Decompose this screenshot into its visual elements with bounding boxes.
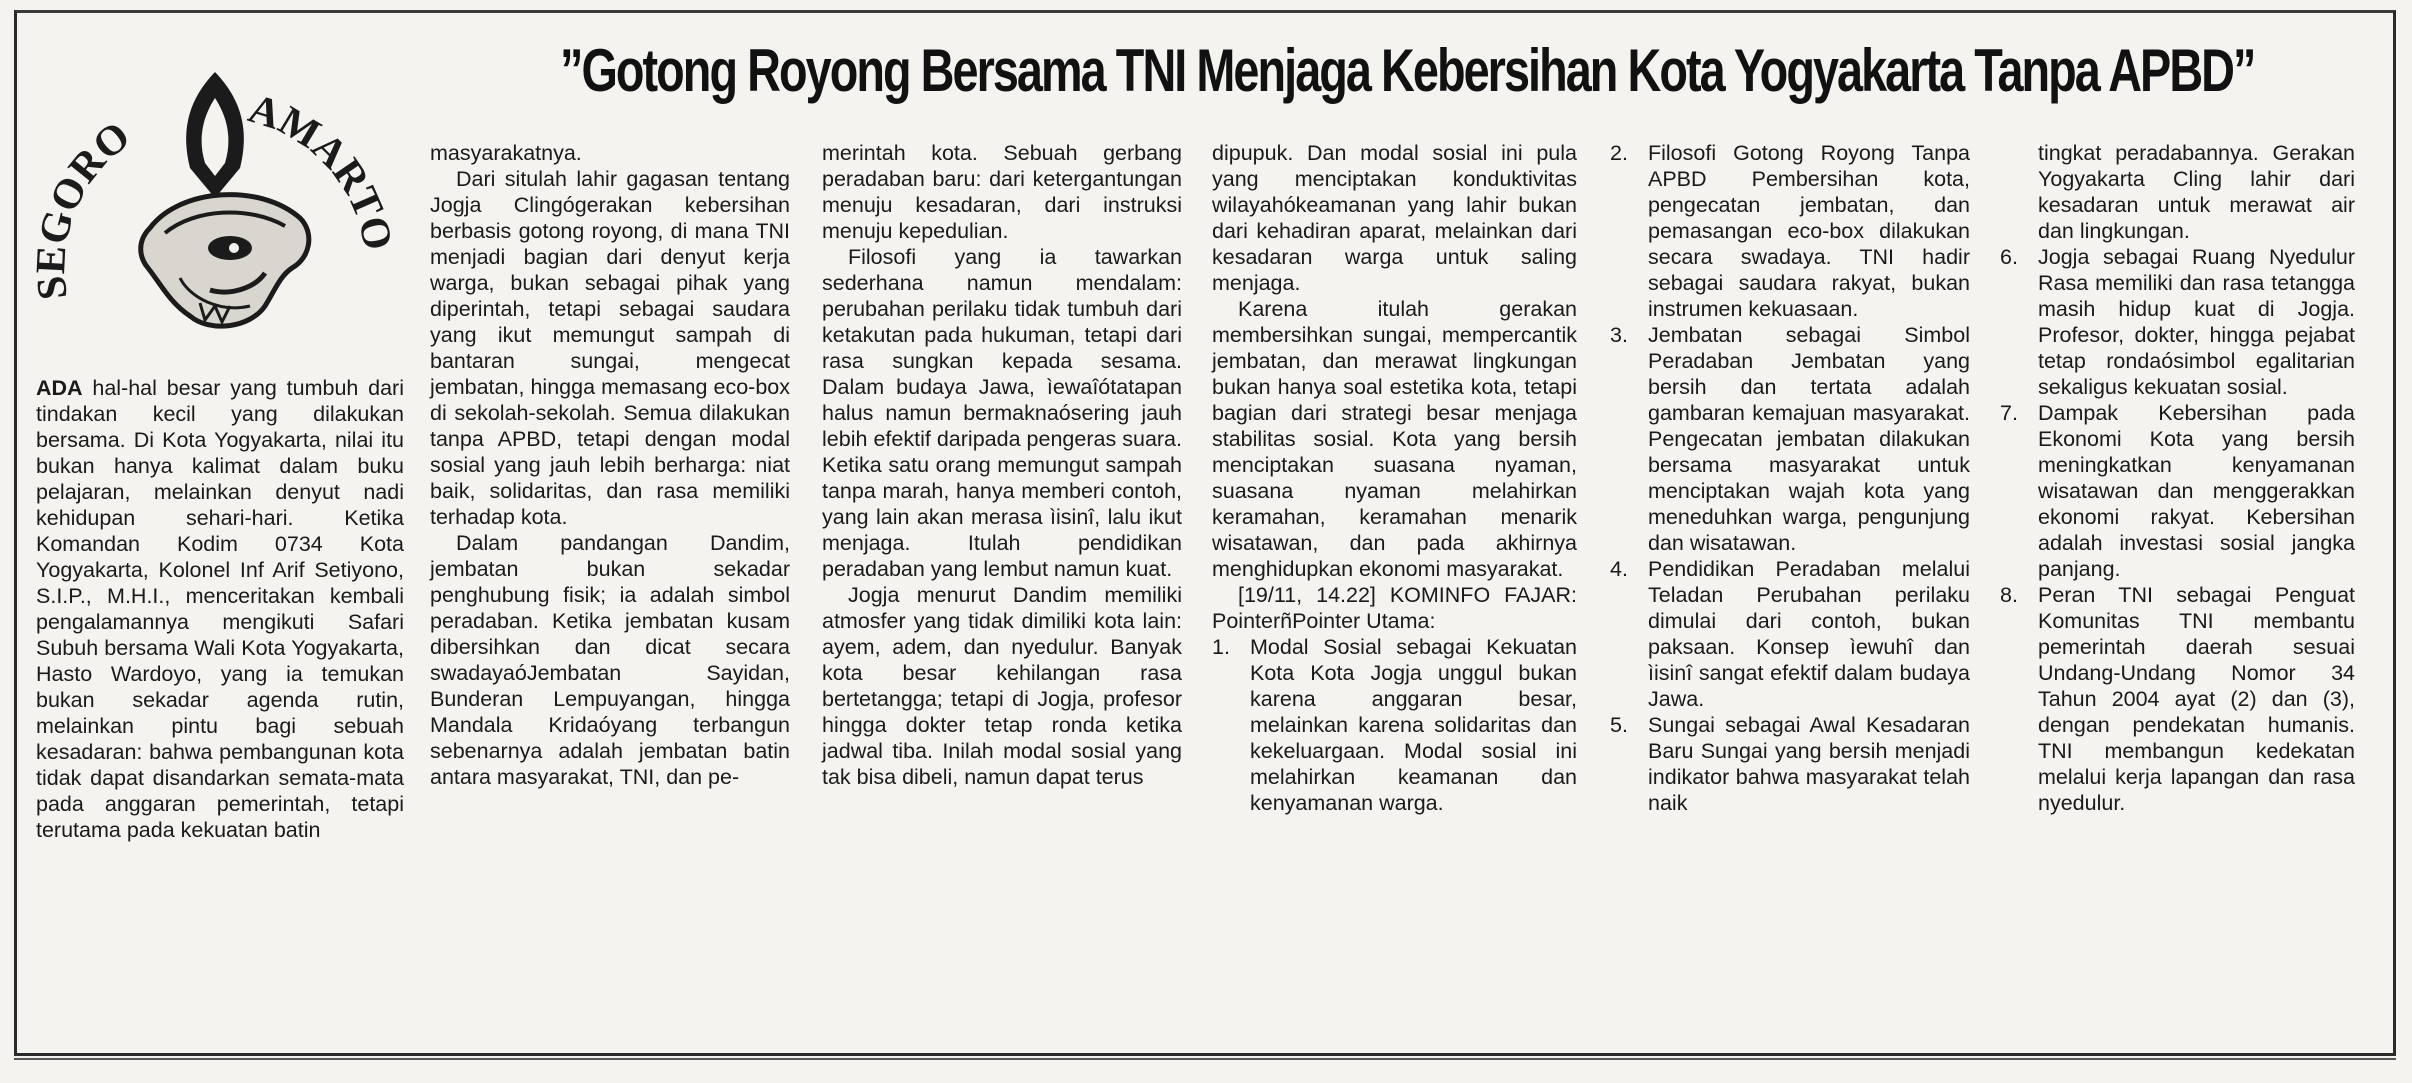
paragraph [36,375,404,843]
list-text: Modal Sosial sebagai Kekuatan Kota Kota Jogja unggul bukan karena anggaran besar, melainkan karena solidaritas dan kekeluargaan. Modal sosial ini melahirkan keamanan dan kenyamanan warga. [1250,635,1577,815]
bottom-rule [14,1058,2396,1060]
list-text: tingkat peradabannya. Gerakan Yogyakarta Cling lahir dari kesadaran untuk merawat air dan lingkungan. [2038,141,2355,243]
paragraph: dipupuk. Dan modal sosial ini pula yang menciptakan konduktivitas wilayahókeamanan yang lahir bukan dari kehadiran aparat, melainkan dari kesadaran warga untuk saling menjaga. [1212,141,1577,295]
list-item [1610,712,1970,816]
list-item [1610,140,1970,322]
article-headline: ”Gotong Royong Bersama TNI Menjaga Kebersihan Kota Yogyakarta Tanpa APBD” [560,37,2255,104]
paragraph: [19/11, 14.22] KOMINFO FAJAR: PointerñPointer Utama: [1212,583,1577,633]
paragraph: Dalam pandangan Dandim, jembatan bukan sekadar penghubung fisik; ia adalah simbol peradaban. Ketika jembatan kusam dibersihkan dan dicat secara swadayaóJembatan Sayidan, Bunderan Lempuyangan, hingga Mandala Kridaóyang terbangun sebenarnya adalah jembatan batin antara masyarakat, TNI, dan pe- [430,531,790,789]
column-2 [430,140,790,790]
list-number: 8. [2000,583,2018,607]
list-text: Filosofi Gotong Royong Tanpa APBD Pembersihan kota, pengecatan jembatan, dan pemasangan eco-box dilakukan secara swadaya. TNI hadir sebagai saudara rakyat, bukan instrumen kekuasaan. [1648,141,1970,321]
paragraph-text: hal-hal besar yang tumbuh dari tindakan kecil yang dilakukan bersama. Di Kota Yogyakarta, nilai itu bukan hanya kalimat dalam buku pelajaran, melainkan denyut nadi kehidupan sehari-hari. Ketika Komandan Kodim 0734 Kota Yogyakarta, Kolonel Inf Arif Setiyono, S.I.P., M.H.I., menceritakan kembali pengalamannya mengikuti Safari Subuh bersama Wali Kota Yogyakarta, Hasto Wardoyo, yang ia temukan bukan sekadar agenda rutin, melainkan pintu bagi sebuah kesadaran: bahwa pembangunan kota tidak dapat disandarkan semata-mata pada anggaran pemerintah, tetapi terutama pada kekuatan batin [36,376,404,842]
puppet-mask-icon [30,58,400,358]
logo-text-left: SEGORO [30,112,139,303]
list-item [2000,582,2355,816]
logo-text-right: AMARTO [243,85,400,255]
list-item [2000,400,2355,582]
list-number: 4. [1610,557,1628,581]
list-item-continued [2000,140,2355,244]
paragraph: Jogja menurut Dandim memiliki atmosfer yang tidak dimiliki kota lain: ayem, adem, dan nyedulur. Banyak kota besar kehilangan rasa bertetangga; tetapi di Jogja, profesor hingga dokter tetap ronda ketika jadwal tiba. Inilah modal sosial yang tak bisa dibeli, namun dapat terus [822,583,1182,789]
column-5 [1610,140,1970,816]
pointer-list [1610,140,1970,816]
list-number: 1. [1212,635,1230,659]
list-number: 3. [1610,323,1628,347]
list-text: Peran TNI sebagai Penguat Komunitas TNI membantu pemerintah daerah sesuai Undang-Undang Nomor 34 Tahun 2004 ayat (2) dan (3), dengan pendekatan humanis. TNI membangun kedekatan melalui kerja lapangan dan rasa nyedulur. [2038,583,2355,815]
list-item [1610,556,1970,712]
column-4 [1212,140,1577,816]
paragraph: Filosofi yang ia tawarkan sederhana namun mendalam: perubahan perilaku tidak tumbuh dari ketakutan pada hukuman, tetapi dari rasa sungkan kepada sesama. Dalam budaya Jawa, ìewaîótatapan halus namun bermaknaósering jauh lebih efektif daripada pengeras suara. Ketika satu orang memungut sampah tanpa marah, hanya memberi contoh, yang lain akan merasa ìisinî, lalu ikut menjaga. Itulah pendidikan peradaban yang lembut namun kuat. [822,245,1182,581]
list-number: 7. [2000,401,2018,425]
svg-text:SEGORO [30,113,139,302]
list-item [2000,244,2355,400]
list-item [1212,634,1577,816]
column-1 [36,375,404,843]
lead-word: ADA [36,376,83,400]
list-number: 6. [2000,245,2018,269]
list-text: Jembatan sebagai Simbol Peradaban Jembatan yang bersih dan tertata adalah gambaran kemajuan masyarakat. Pengecatan jembatan dilakukan bersama masyarakat untuk menciptakan wajah kota yang meneduhkan warga, pengunjung dan wisatawan. [1648,323,1970,555]
list-item [1610,322,1970,556]
list-number: 5. [1610,713,1628,737]
list-text: Dampak Kebersihan pada Ekonomi Kota yang bersih meningkatkan kenyamanan wisatawan dan menggerakkan ekonomi rakyat. Kebersihan adalah investasi sosial jangka panjang. [2038,401,2355,581]
paragraph: Karena itulah gerakan membersihkan sungai, mempercantik jembatan, dan merawat lingkungan bukan hanya soal estetika kota, tetapi bagian dari strategi besar menjaga stabilitas sosial. Kota yang bersih menciptakan suasana nyaman, suasana nyaman melahirkan keramahan, keramahan menarik wisatawan, dan pada akhirnya menghidupkan ekonomi masyarakat. [1212,297,1577,581]
list-text: Pendidikan Peradaban melalui Teladan Perubahan perilaku dimulai dari contoh, bukan paksaan. Konsep ìewuhî dan ìisinî sangat efektif dalam budaya Jawa. [1648,557,1970,711]
paragraph: Dari situlah lahir gagasan tentang Jogja Clingógerakan kebersihan berbasis gotong royong, di mana TNI menjadi bagian dari denyut kerja warga, bukan sebagai pihak yang diperintah, tetapi sebagai saudara yang ikut memungut sampah di bantaran sungai, mengecat jembatan, hingga memasang eco-box di sekolah-sekolah. Semua dilakukan tanpa APBD, tetapi dengan modal sosial yang jauh lebih berharga: niat baik, solidaritas, dan rasa memiliki terhadap kota. [430,167,790,529]
paragraph: masyarakatnya. [430,141,582,165]
list-text: Sungai sebagai Awal Kesadaran Baru Sungai yang bersih menjadi indikator bahwa masyarakat telah naik [1648,713,1970,815]
paragraph: merintah kota. Sebuah gerbang peradaban baru: dari ketergantungan menuju kesadaran, dari instruksi menuju kepedulian. [822,141,1182,243]
list-text: Jogja sebagai Ruang Nyedulur Rasa memiliki dan rasa tetangga masih hidup kuat di Jogja. Profesor, dokter, hingga pejabat tetap rondaósimbol egalitarian sekaligus kekuatan sosial. [2038,245,2355,399]
column-6 [2000,140,2355,816]
pointer-list [2000,140,2355,816]
segoro-amarto-logo [30,58,400,358]
list-number: 2. [1610,141,1628,165]
pointer-list [1212,634,1577,816]
column-3 [822,140,1182,790]
